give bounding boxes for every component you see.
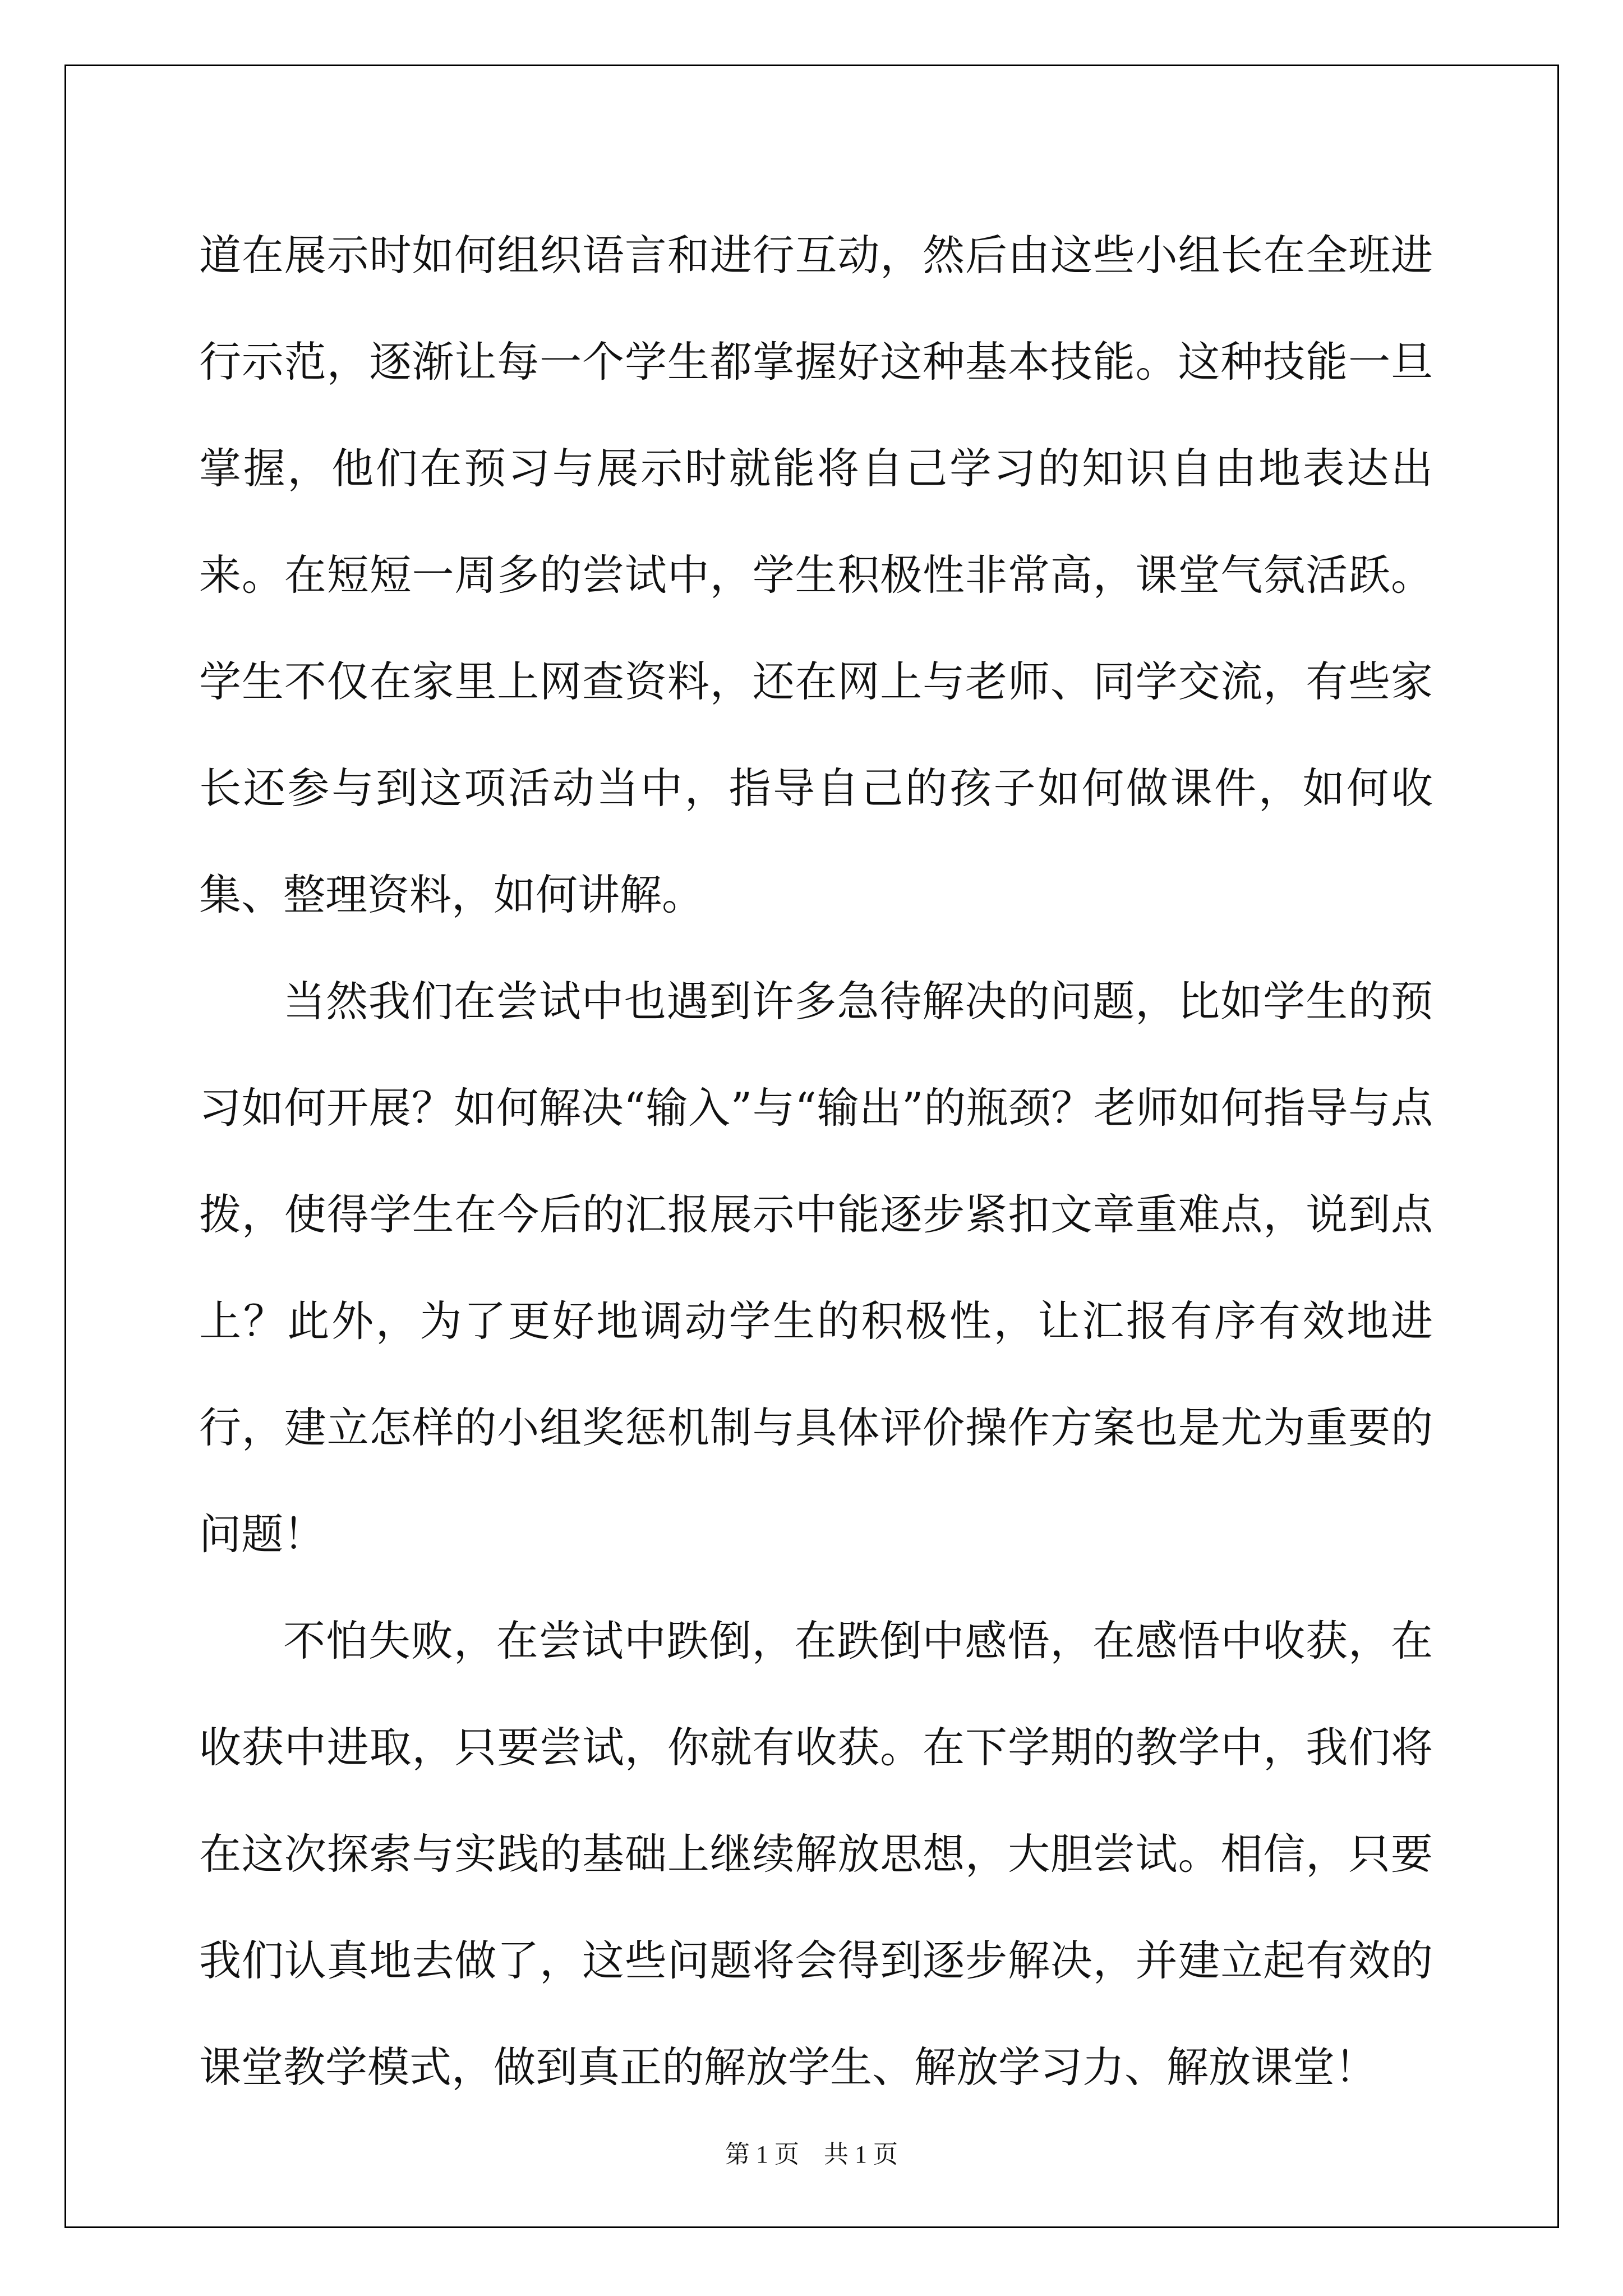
paragraph-conclusion: 不怕失败，在尝试中跌倒，在跌倒中感悟，在感悟中收获，在收获中进取，只要尝试，你就有收获。在下学期的教学中，我们将在这次探索与实践的基础上继续解放思想，大胆尝试。相信，只要我们认真地去做了，这些问题将会得到逐步解决，并建立起有效的课堂教学模式，做到真正的解放学生、解放学习力、解放课堂！ bbox=[199, 1616, 1433, 2092]
document-body bbox=[199, 202, 1433, 2120]
page-number-footer: 第 1 页 共 1 页 bbox=[725, 2141, 898, 2168]
paragraph-continued: 道在展示时如何组织语言和进行互动，然后由这些小组长在全班进行示范，逐渐让每一个学生都掌握好这种基本技能。这种技能一旦掌握，他们在预习与展示时就能将自己学习的知识自由地表达出来。在短短一周多的尝试中，学生积极性非常高，课堂气氛活跃。学生不仅在家里上网查资料，还在网上与老师、同学交流，有些家长还参与到这项活动当中，指导自己的孩子如何做课件，如何收集、整理资料，如何讲解。 bbox=[199, 231, 1433, 919]
paragraph-problems: 当然我们在尝试中也遇到许多急待解决的问题，比如学生的预习如何开展？如何解决“输入”与“输出”的瓶颈？老师如何指导与点拨，使得学生在今后的汇报展示中能逐步紧扣文章重难点，说到点上？此外，为了更好地调动学生的积极性，让汇报有序有效地进行，建立怎样的小组奖惩机制与具体评价操作方案也是尤为重要的问题！ bbox=[199, 977, 1433, 1559]
